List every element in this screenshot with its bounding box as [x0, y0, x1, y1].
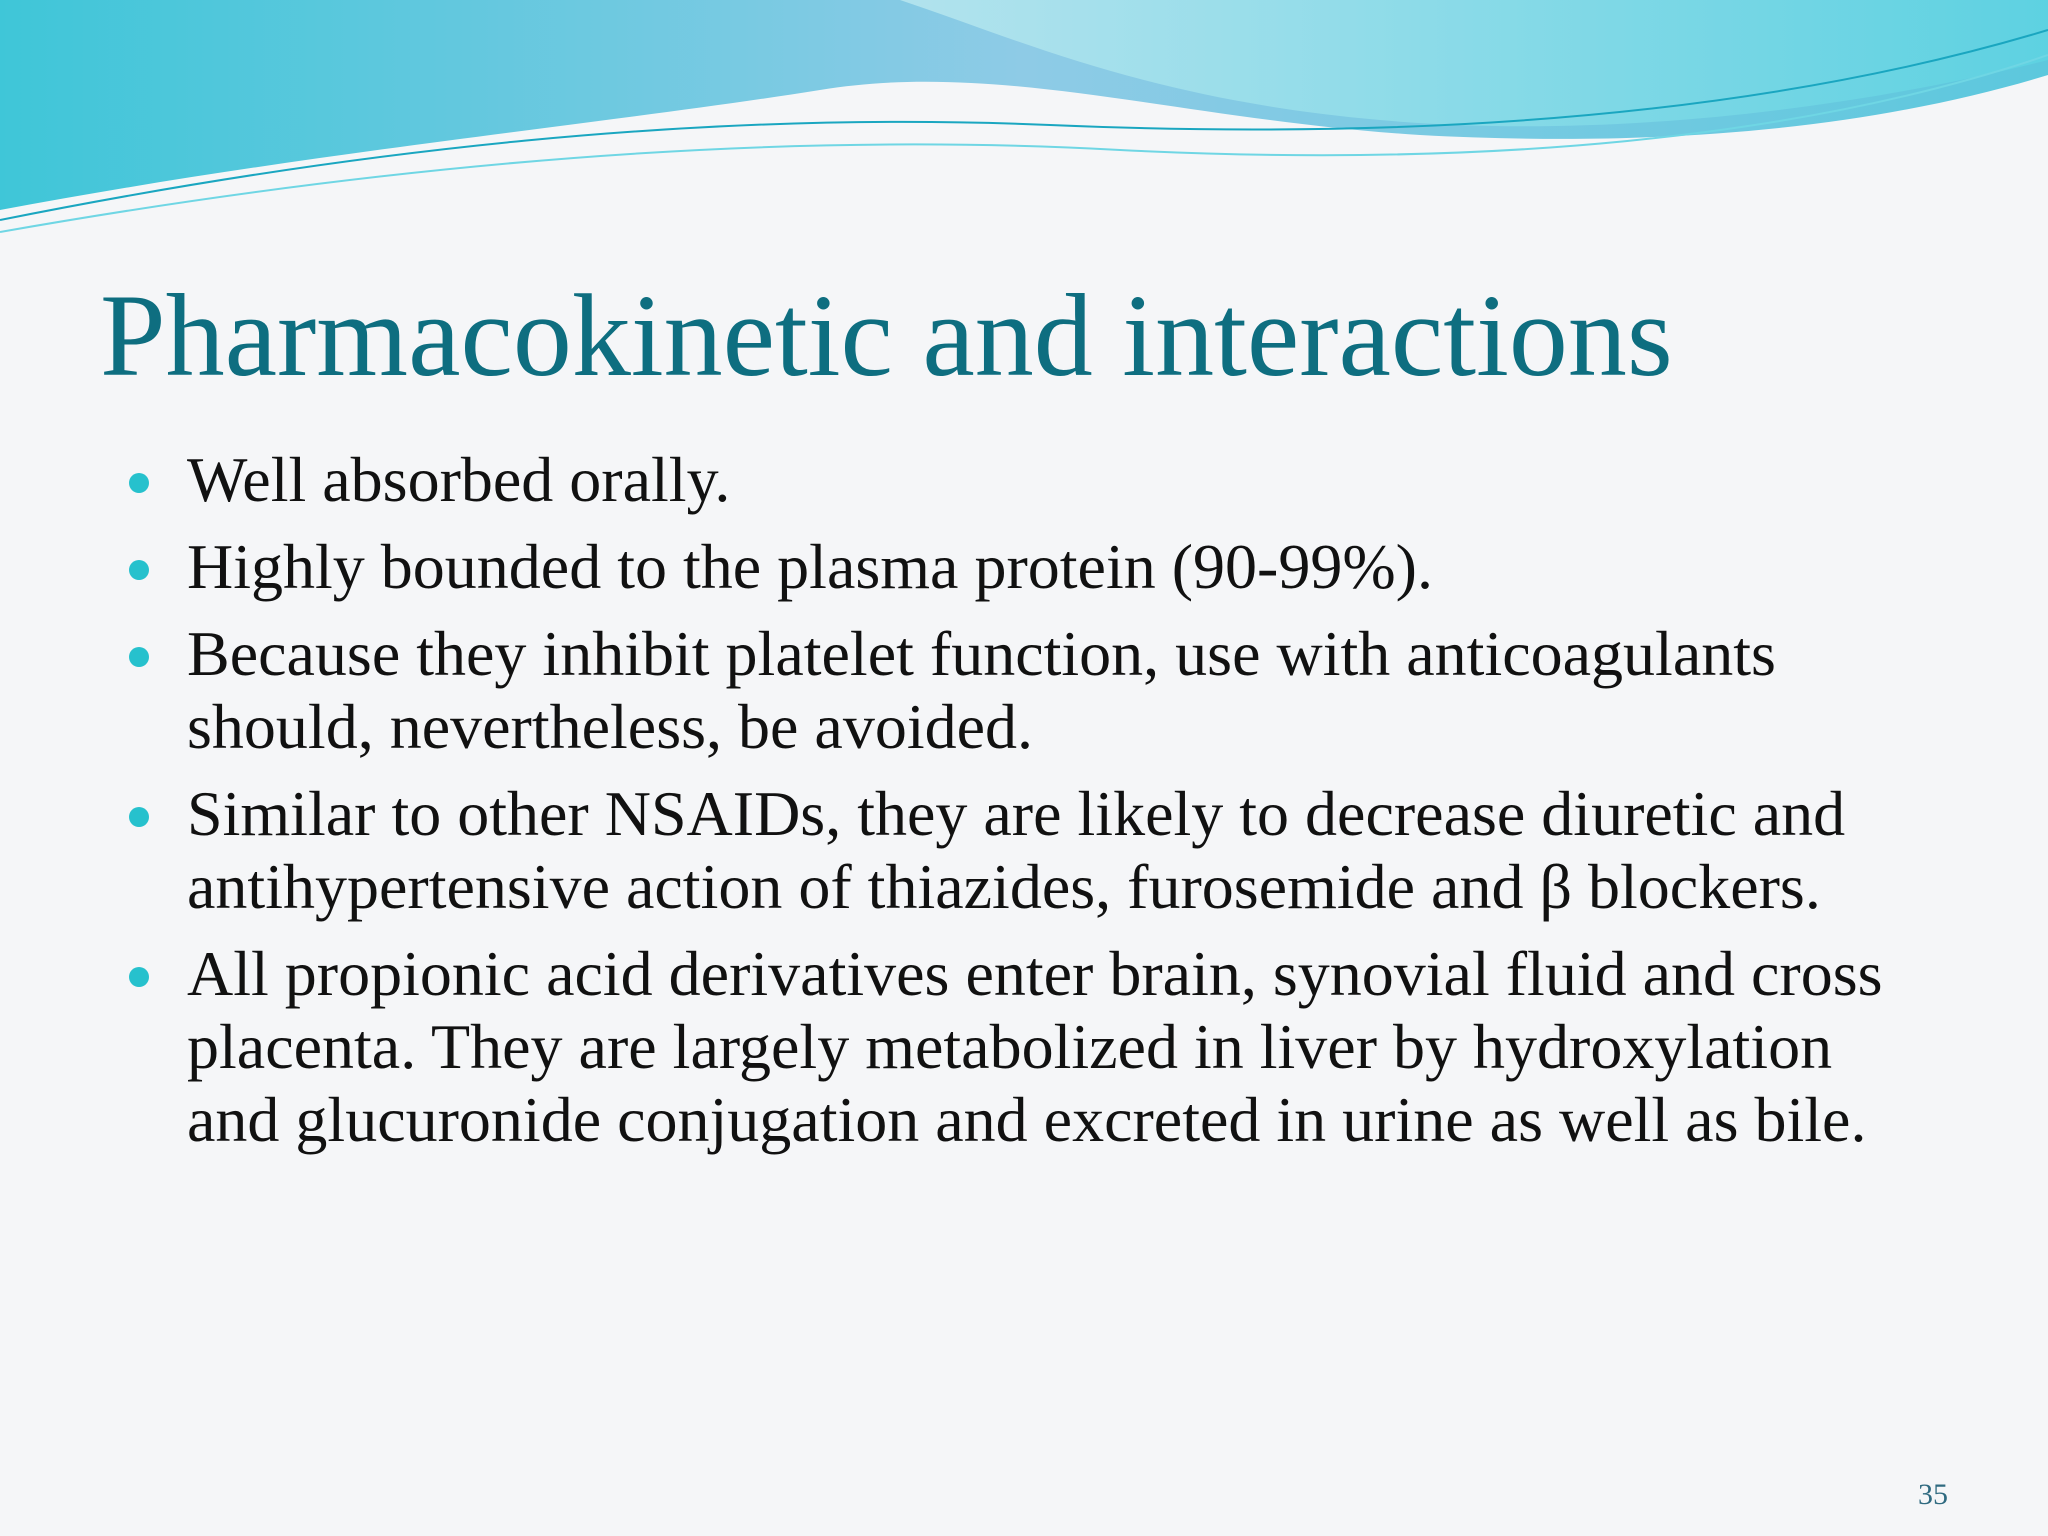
bullet-text: All propionic acid derivatives enter brain, synovial fluid and cross placenta. They are largely metabolized in liver by hydroxylation and glucuronide conjugation and excreted in urine as well as bile. [187, 938, 1883, 1155]
decorative-wave-header [0, 0, 2048, 260]
bullet-dot-icon [129, 560, 149, 580]
bullet-item [125, 530, 1925, 603]
bullet-item [125, 777, 1925, 923]
bullet-text: Similar to other NSAIDs, they are likely to decrease diuretic and antihypertensive action of thiazides, furosemide and β blockers. [187, 778, 1846, 922]
bullet-text: Highly bounded to the plasma protein (90-99%). [187, 531, 1433, 602]
bullet-text: Because they inhibit platelet function, use with anticoagulants should, nevertheless, be avoided. [187, 618, 1776, 762]
slide-page-number: 35 [1918, 1478, 1948, 1511]
bullet-item [125, 617, 1925, 763]
bullet-dot-icon [129, 967, 149, 987]
bullet-item [125, 937, 1925, 1156]
bullet-item [125, 443, 1925, 516]
bullet-list [125, 443, 1925, 1170]
bullet-dot-icon [129, 473, 149, 493]
slide-title: Pharmacokinetic and interactions [100, 270, 1673, 401]
bullet-text: Well absorbed orally. [187, 444, 731, 515]
bullet-dot-icon [129, 647, 149, 667]
bullet-dot-icon [129, 807, 149, 827]
